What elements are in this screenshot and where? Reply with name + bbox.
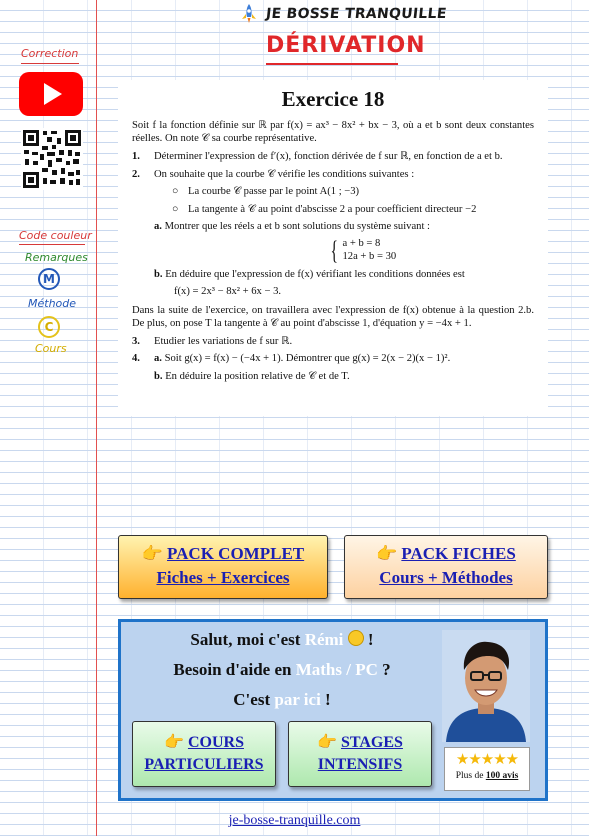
subquestion-text: En déduire que l'expression de f(x) vérifiant les conditions données est xyxy=(165,268,465,280)
condition-text: La courbe 𝒞 passe par le point A(1 ; −3) xyxy=(188,186,360,198)
system-line-2: 12a + b = 30 xyxy=(342,250,397,262)
system-line-1: a + b = 8 xyxy=(342,238,381,249)
rocket-logo-icon xyxy=(238,3,260,25)
pack-complet-subtitle: Fiches + Exercices xyxy=(156,568,290,587)
brand-name: JE BOSSE TRANQUILLE xyxy=(265,6,448,22)
condition-item xyxy=(172,185,534,199)
correction-label: Correction xyxy=(21,47,79,60)
question-text: Déterminer l'expression de f′(x), fonction dérivée de f sur ℝ, en fonction de a et b. xyxy=(154,150,503,162)
reviews-count: 100 avis xyxy=(485,771,519,781)
function-expression: f(x) = 2x³ − 8x² + 6x − 3. xyxy=(174,286,282,298)
promo-cta xyxy=(121,690,443,710)
subquestion-text: Montrer que les réels a et b sont solutions du système suivant : xyxy=(164,221,431,233)
question-number: 4. xyxy=(132,353,140,365)
rating-badge xyxy=(444,747,530,791)
margin-line xyxy=(96,0,97,836)
promo-name: Rémi xyxy=(304,630,344,649)
pointing-hand-icon: 👉 xyxy=(141,544,164,563)
smile-wink-icon xyxy=(348,630,364,646)
exercise-title: Exercice 18 xyxy=(281,87,385,111)
qr-code-icon[interactable] xyxy=(21,128,83,190)
question-number: 2. xyxy=(132,168,140,180)
pack-fiches-button[interactable] xyxy=(344,535,548,599)
promo-subjects: Maths / PC xyxy=(295,660,378,679)
exercise-intro: Soit f la fonction définie sur ℝ par f(x) = ax³ − 8x² + bx − 3, où a et b sont deux constantes réelles. On note 𝒞 sa courbe représentative. xyxy=(132,119,534,145)
methode-icon: M xyxy=(38,268,60,290)
question-text: Etudier les variations de f sur ℝ. xyxy=(154,335,293,347)
pack-fiches-subtitle: Cours + Méthodes xyxy=(379,568,513,587)
tutor-photo xyxy=(442,630,530,742)
question-2 xyxy=(132,168,534,182)
play-icon xyxy=(44,83,62,105)
pack-fiches-title: PACK FICHES xyxy=(401,544,516,563)
transition-paragraph: Dans la suite de l'exercice, on travaillera avec l'expression de f(x) obtenue à la question 2.b. De plus, on pose T la tangente à 𝒞 au point d'abscisse 1, d'équation y = −4x + 1. xyxy=(132,304,534,330)
question-number: 1. xyxy=(132,150,140,162)
question-4b xyxy=(154,370,534,384)
pointing-hand-icon: 👉 xyxy=(317,734,337,751)
cours-particuliers-button[interactable] xyxy=(132,721,276,787)
cours-icon: C xyxy=(38,316,60,338)
title-underline xyxy=(266,63,398,65)
button-label: STAGES xyxy=(340,734,403,751)
subquestion-text: Soit g(x) = f(x) − (−4x + 1). Démontrer que g(x) = 2(x − 2)(x − 1)². xyxy=(164,353,451,365)
subquestion-text: En déduire la position relative de 𝒞 et de T. xyxy=(165,370,350,382)
code-couleur-underline xyxy=(19,244,85,245)
question-text: On souhaite que la courbe 𝒞 vérifie les conditions suivantes : xyxy=(154,168,415,180)
code-couleur-label: Code couleur xyxy=(19,229,92,242)
button-label: PARTICULIERS xyxy=(144,756,264,773)
subquestion-label: b. xyxy=(154,268,163,280)
condition-text: La tangente à 𝒞 au point d'abscisse 2 a pour coefficient directeur −2 xyxy=(188,203,477,215)
promo-greeting xyxy=(121,630,443,650)
button-label: COURS xyxy=(187,734,244,751)
brace: { xyxy=(330,235,338,265)
page-title: DÉRIVATION xyxy=(266,33,426,58)
question-2a xyxy=(154,220,534,234)
brand[interactable] xyxy=(238,3,447,25)
pack-complet-title: PACK COMPLET xyxy=(167,544,305,563)
condition-item xyxy=(172,203,534,217)
subquestion-label: a. xyxy=(154,221,162,233)
stages-intensifs-button[interactable] xyxy=(288,721,432,787)
pointing-hand-icon: 👉 xyxy=(376,544,398,563)
promo-text: Besoin d'aide en xyxy=(173,660,296,679)
question-number: 3. xyxy=(132,335,140,347)
promo-text: C'est xyxy=(233,690,275,709)
promo-text: ! xyxy=(363,630,374,649)
question-4a xyxy=(132,352,534,366)
star-rating-icon: ★★★★★ xyxy=(455,750,519,768)
pack-complet-button[interactable] xyxy=(118,535,328,599)
bullet-icon: ○ xyxy=(172,186,179,198)
question-1 xyxy=(132,150,534,164)
question-3 xyxy=(132,335,534,349)
promo-box xyxy=(118,619,548,801)
equation-system xyxy=(328,235,534,265)
reviews-prefix: Plus de xyxy=(455,771,486,781)
website-link[interactable]: je-bosse-tranquille.com xyxy=(228,813,361,828)
cours-label: Cours xyxy=(35,342,67,355)
question-2b xyxy=(154,268,534,282)
promo-text: ! xyxy=(320,690,331,709)
remarques-label: Remarques xyxy=(25,251,88,264)
exercise-sheet xyxy=(118,80,548,416)
subquestion-label: a. xyxy=(154,353,162,365)
pointing-hand-icon: 👉 xyxy=(164,734,184,751)
promo-question xyxy=(121,660,443,680)
promo-text: Salut, moi c'est xyxy=(190,630,305,649)
subquestion-label: b. xyxy=(154,370,163,382)
promo-text: ? xyxy=(377,660,391,679)
methode-label: Méthode xyxy=(28,297,77,310)
promo-here: par ici xyxy=(274,690,321,709)
correction-underline xyxy=(21,63,79,64)
bullet-icon: ○ xyxy=(172,203,179,215)
button-label: INTENSIFS xyxy=(317,756,403,773)
